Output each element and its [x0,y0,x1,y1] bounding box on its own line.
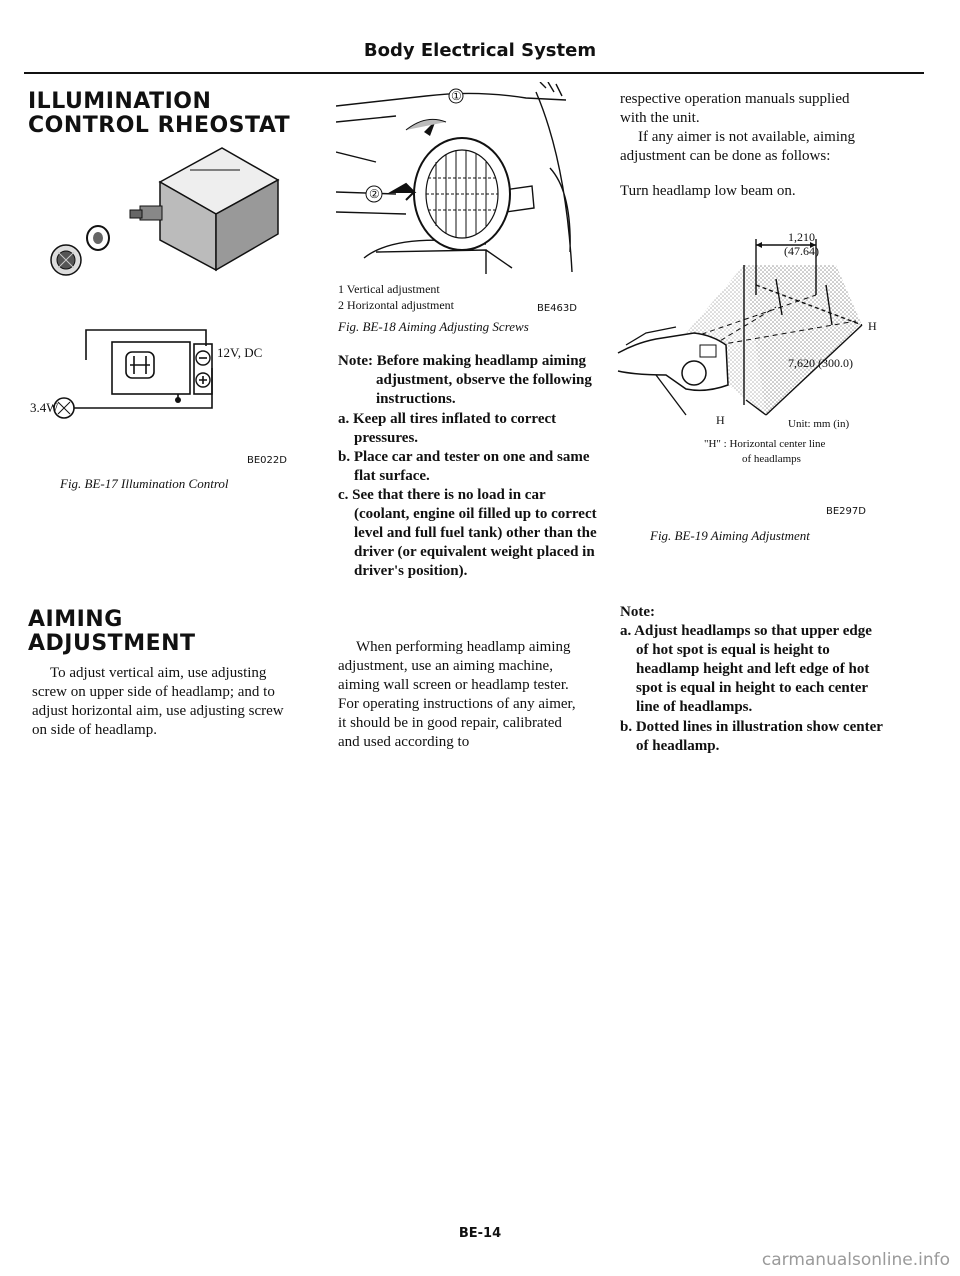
aiming-body-text: To adjust vertical aim, use adjusting screw on upper side of headlamp; and to adjust horizontal aim, use adjusting screw on side of headlamp. [32,665,284,738]
watermark: carmanualsonline.info [761,1250,950,1270]
h-note-line2: of headlamps [742,453,801,465]
right-body-3: Turn headlamp low beam on. [620,183,796,199]
h-note-line1: "H" : Horizontal center line [704,438,826,450]
dim-distance: 7,620 (300.0) [788,356,853,370]
section-title-rheostat: CONTROL RHEOSTAT [28,113,291,138]
note-item-b: b. Place car and tester on one and same flat surface. [338,449,590,484]
running-header: Body Electrical System [363,40,597,61]
section-title-adjustment: ADJUSTMENT [28,631,196,656]
header-rule [24,72,924,74]
marker-1-label: ① [451,89,462,103]
aiming-screws-illustration [336,82,584,274]
note-item-c: c. See that there is no load in car (coolant, engine oil filled up to correct level and full fuel tank) other than the driver (or equivalent weight placed in driver's position). [338,487,597,579]
note-item-a: a. Keep all tires inflated to correct pressures. [338,411,557,446]
rheostat-body-icon [130,148,278,270]
legend-horizontal: 2 Horizontal adjustment [338,298,454,312]
dim-top-mm: 1,210 [788,230,815,244]
right-note-b: b. Dotted lines in illustration show center of headlamp. [620,719,883,754]
dim-top-in: (47.64) [784,244,819,258]
knob-icon [51,245,81,275]
label-h-bottom: H [716,413,725,427]
section-title-aiming: AIMING [28,607,123,632]
unit-label: Unit: mm (in) [788,418,850,430]
figure-caption: Fig. BE-18 Aiming Adjusting Screws [338,319,529,334]
minus-terminal-icon [196,351,210,365]
page-number: BE-14 [458,1226,502,1241]
legend-vertical: 1 Vertical adjustment [338,282,440,296]
plus-terminal-icon [196,373,210,387]
section-title-illumination: ILLUMINATION [28,89,212,114]
rheostat-illustration [40,140,290,290]
right-body-2: If any aimer is not available, aiming adjustment can be done as follows: [620,129,856,164]
note-intro: Note: Before making headlamp aiming adjustment, observe the following instructions. [338,353,592,407]
middle-body-text: When performing headlamp aiming adjustment, use an aiming machine, aiming wall screen or headlamp tester. For operating instructions of any aimer, it should be in good repair, calibrated and used according to [338,639,576,750]
right-body-1: respective operation manuals supplied with the unit. [620,91,850,126]
illumination-circuit-diagram [28,320,298,430]
car-icon [618,327,728,415]
marker-2-label: ② [369,187,380,201]
right-note-title: Note: [620,604,655,620]
aiming-adjustment-illustration [616,225,878,435]
figure-code: BE463D [537,303,577,314]
right-note-a: a. Adjust headlamps so that upper edge of hot spot is equal is height to headlamp height and left edge of hot spot is equal in height to each center line of headlamps. [620,623,872,715]
label-h-right: H [868,319,877,333]
wattage-label: 3.4W [30,400,59,415]
voltage-label: 12V, DC [217,345,263,360]
headlamp-icon [414,138,510,250]
figure-caption: Fig. BE-19 Aiming Adjustment [650,528,810,543]
nut-icon [87,226,109,250]
figure-caption: Fig. BE-17 Illumination Control [60,476,229,491]
figure-code: BE022D [247,455,287,466]
figure-code: BE297D [826,506,866,517]
